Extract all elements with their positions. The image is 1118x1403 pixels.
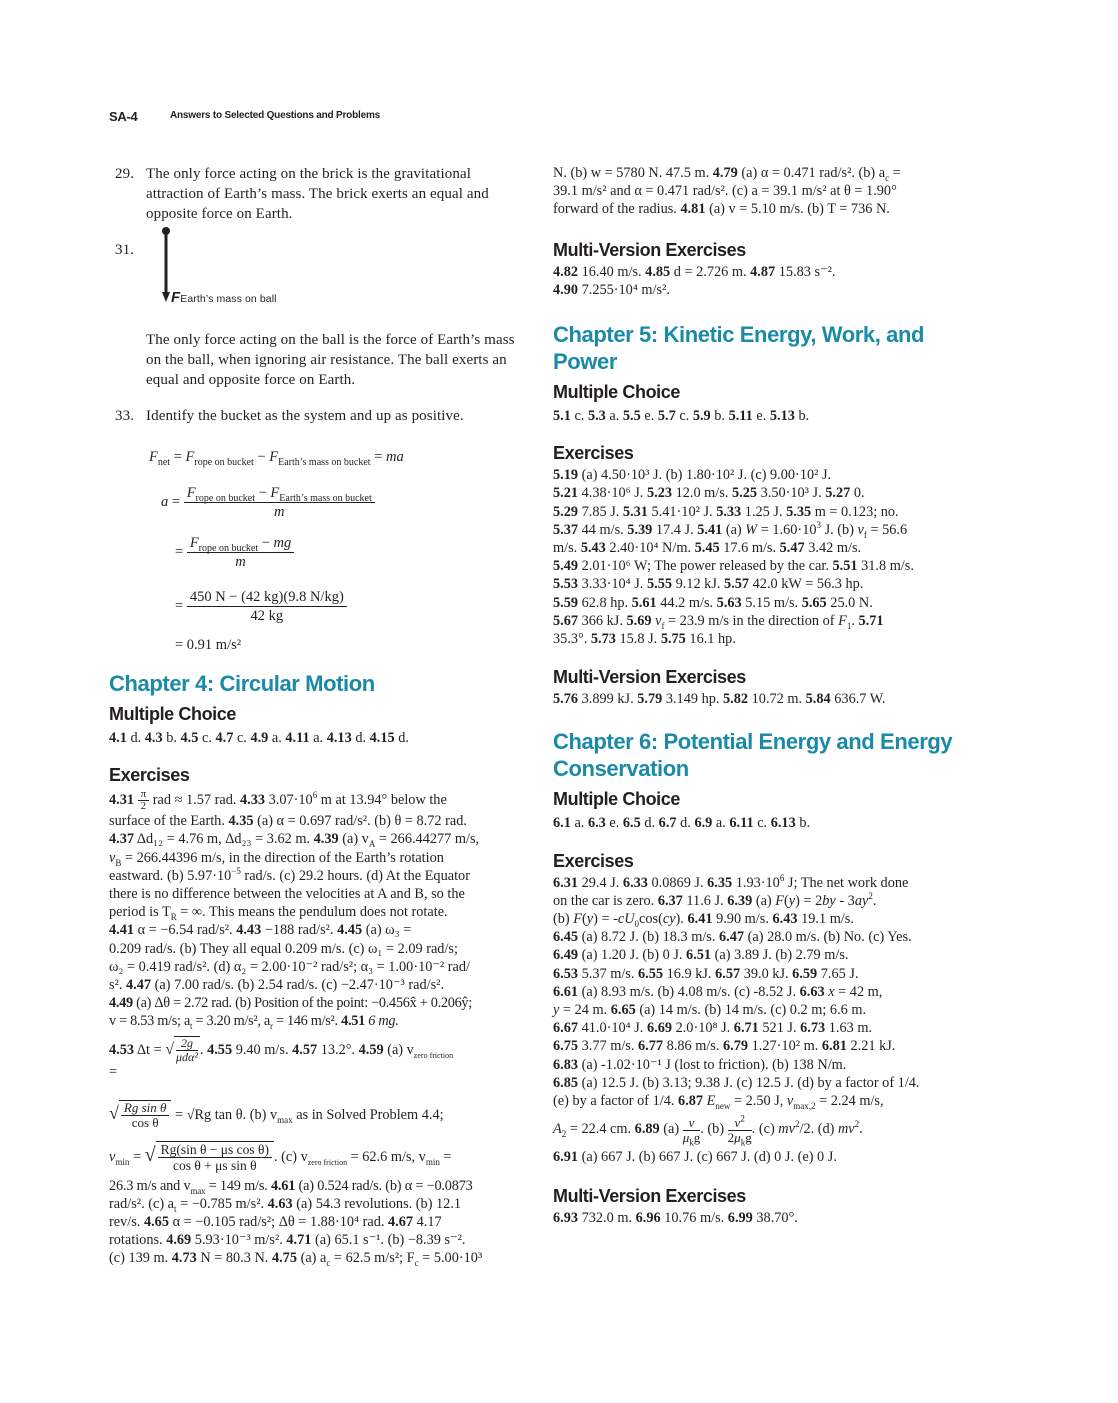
line: 6.75 3.77 m/s. 6.77 8.86 m/s. 6.79 1.27·10² m. 6.81 2.21 kJ. bbox=[553, 1038, 896, 1055]
line: period is $T_R$ = ∞. This means the pendulum does not rotate. bbox=[109, 904, 448, 923]
line: $v_{min}$ = √ $\frac{\text{Rg(sin θ − μs cos θ)}}{\text{cos θ + μs sin θ}}$ . (c) $v_{zero friction} = 62.6$ m/s, $v_{min}$ = bbox=[109, 1142, 452, 1174]
exercise-answers bbox=[553, 874, 965, 1167]
line: s². 4.47 (a) 7.00 rad/s. (b) 2.54 rad/s. (c) −2.47·10⁻³ rad/s². bbox=[109, 977, 445, 994]
section-heading-multi-version: Multi-Version Exercises bbox=[553, 667, 746, 688]
chapter-4-continued bbox=[553, 164, 965, 219]
line: 5.21 4.38·10⁶ J. 5.23 12.0 m/s. 5.25 3.50·10³ J. 5.27 0. bbox=[553, 485, 865, 502]
running-title: Answers to Selected Questions and Problems bbox=[170, 110, 380, 121]
line: 0.209 rad/s. (b) They all equal 0.209 m/s. (c) ω₁ = 2.09 rad/s; bbox=[109, 940, 458, 957]
line: 5.49 2.01·10⁶ W; The power released by the car. 5.51 31.8 m/s. bbox=[553, 558, 914, 575]
line: $A_2 = 22.4$ cm. 6.89 (a) $\frac{v}{\mu_kg}$ . (b) $\frac{v^2}{2\mu_kg}$ . (c) $mv^2/2$. (d) $mv^2$. bbox=[553, 1113, 863, 1148]
force-diagram bbox=[146, 240, 519, 322]
line: 6.53 5.37 m/s. 6.55 16.9 kJ. 6.57 39.0 kJ. 6.59 7.65 J. bbox=[553, 965, 859, 982]
section-heading-exercises: Exercises bbox=[553, 850, 634, 871]
section-heading-multi-version: Multi-Version Exercises bbox=[553, 239, 746, 260]
answer-33 bbox=[109, 406, 519, 426]
line: $v_B = 266.44396$ m/s, in the direction of the Earth’s rotation bbox=[109, 849, 444, 868]
question-number: 33. bbox=[115, 408, 135, 424]
chapter-4 bbox=[109, 670, 519, 1268]
line: on the car is zero. 6.37 11.6 J. 6.39 (a) $F(y) = 2by - 3ay^2$. bbox=[553, 891, 877, 909]
line: rad/s². (c) $a_t = -0.785$ m/s². 4.63 (a) 54.3 revolutions. (b) 12.1 bbox=[109, 1195, 462, 1214]
line: 6.67 41.0·10⁴ J. 6.69 2.0·10⁸ J. 6.71 521 J. 6.73 1.63 m. bbox=[553, 1020, 873, 1037]
answer-29 bbox=[109, 164, 519, 224]
multiple-choice-answers: 4.1 d. 4.3 b. 4.5 c. 4.7 c. 4.9 a. 4.11 a. 4.13 d. 4.15 d. bbox=[109, 730, 409, 746]
running-header bbox=[109, 108, 380, 126]
section-heading-exercises: Exercises bbox=[553, 443, 634, 464]
line: 6.91 (a) 667 J. (b) 667 J. (c) 667 J. (d) 0 J. (e) 0 J. bbox=[553, 1149, 837, 1166]
line: there is no difference between the velocities at A and B, so the bbox=[109, 886, 465, 903]
answer-text: The only force acting on the brick is the gravitational attraction of Earth’s mass. The brick exerts an equal and opposite force on Earth. bbox=[146, 166, 489, 222]
chapter-title: Chapter 5: Kinetic Energy, Work, and Power bbox=[553, 322, 925, 375]
line: 4.53 Δt = √ $\frac{2g}{\text{μdα²}}$ . 4.55 9.40 m/s. 4.57 13.2°. 4.59 (a) $v_{zero friction}$ bbox=[109, 1036, 454, 1065]
chapter-title: Chapter 4: Circular Motion bbox=[109, 671, 375, 696]
multi-version-answers: 6.93 732.0 m. 6.96 10.76 m/s. 6.99 38.70°. bbox=[553, 1209, 798, 1226]
section-heading-multiple-choice: Multiple Choice bbox=[553, 789, 681, 810]
line: rev/s. 4.65 α = −0.105 rad/s²; Δθ = 1.88·10⁴ rad. 4.67 4.17 bbox=[109, 1214, 442, 1231]
line: 5.19 (a) 4.50·10³ J. (b) 1.80·10² J. (c) 9.00·10² J. bbox=[553, 467, 832, 484]
exercise-answers bbox=[553, 466, 965, 648]
line: 6.83 (a) -1.02·10⁻¹ J (lost to friction). (b) 138 N/m. bbox=[553, 1056, 847, 1073]
line: N. (b) w = 5780 N. 47.5 m. 4.79 (a) α = 0.471 rad/s². (b) $a_c$ = bbox=[553, 165, 901, 183]
line: 6.49 (a) 1.20 J. (b) 0 J. 6.51 (a) 3.89 J. (b) 2.79 m/s. bbox=[553, 947, 849, 964]
line: = bbox=[109, 1063, 118, 1080]
line: 4.37 Δd₁₂ = 4.76 m, Δd₂₃ = 3.62 m. 4.39 (a) $v_A = 266.44277$ m/s, bbox=[109, 831, 480, 850]
section-heading-multiple-choice: Multiple Choice bbox=[553, 382, 681, 403]
chapter-6 bbox=[553, 728, 965, 1226]
line: (b) $F(y) = -cU_0\cos(cy)$. 6.41 9.90 m/s. 6.43 19.1 m/s. bbox=[553, 911, 854, 929]
line: (c) 139 m. 4.73 N = 80.3 N. 4.75 (a) $a_c = 62.5$ m/s²; $F_c = 5.00\cdot 10^3$ bbox=[109, 1250, 483, 1269]
line: (e) by a factor of 1/4. 6.87 $E_{new} = 2.50$ J, $v_{max,2} = 2.24$ m/s, bbox=[553, 1093, 884, 1111]
chapter-title: Chapter 6: Potential Energy and Energy Conservation bbox=[553, 729, 953, 782]
answer-text: Identify the bucket as the system and up as positive. bbox=[146, 408, 464, 424]
line: forward of the radius. 4.81 (a) v = 5.10 m/s. (b) T = 736 N. bbox=[553, 201, 890, 218]
multiple-choice-answers: 6.1 a. 6.3 e. 6.5 d. 6.7 d. 6.9 a. 6.11 c. 6.13 b. bbox=[553, 815, 811, 832]
multi-version-answers: 4.82 16.40 m/s. 4.85 d = 2.726 m. 4.87 15.83 s⁻². 4.90 7.255·10⁴ m/s². bbox=[553, 263, 836, 298]
line: 6.31 29.4 J. 6.33 0.0869 J. 6.35 $1.93\cdot 10^6$ J; The net work done bbox=[553, 872, 909, 891]
equation-acceleration: a = $\frac{F_{rope on bucket} - F_{Earth’s mass on bucket}}{m}$ bbox=[161, 484, 375, 521]
question-number: 31. bbox=[115, 242, 135, 258]
line: √ $\frac{\text{Rg sin θ}}{\text{cos θ}}$ = √Rg tan θ. (b) $v_{max}$ as in Solved Problem 4.4; bbox=[109, 1100, 444, 1131]
line: 4.31 $\frac{\pi}{2}$ rad ≈ 1.57 rad. 4.33 $3.07\cdot 10^6$ m at 13.94° below the bbox=[109, 788, 447, 813]
line: 4.41 α = −6.54 rad/s². 4.43 −188 rad/s². 4.45 (a) ω₃ = bbox=[109, 922, 412, 939]
line: 6.85 (a) 12.5 J. (b) 3.13; 9.38 J. (c) 12.5 J. (d) by a factor of 1/4. bbox=[553, 1074, 920, 1091]
equation-block bbox=[109, 438, 519, 653]
line: 5.53 3.33·10⁴ J. 5.55 9.12 kJ. 5.57 42.0 kW = 56.3 hp. bbox=[553, 576, 864, 593]
force-label: FEarth’s mass on ball bbox=[171, 289, 277, 306]
equation-result: = 0.91 m/s² bbox=[175, 637, 242, 653]
exercise-answers bbox=[109, 788, 519, 1267]
line: 5.59 62.8 hp. 5.61 44.2 m/s. 5.63 5.15 m/s. 5.65 25.0 N. bbox=[553, 594, 873, 611]
multiple-choice-answers: 5.1 c. 5.3 a. 5.5 e. 5.7 c. 5.9 b. 5.11 e. 5.13 b. bbox=[553, 408, 810, 425]
line: rotations. 4.69 5.93·10⁻³ m/s². 4.71 (a) 65.1 s⁻¹. (b) −8.39 s⁻². bbox=[109, 1232, 466, 1249]
line: 35.3°. 5.73 15.8 J. 5.75 16.1 hp. bbox=[553, 631, 736, 648]
line: 4.49 (a) Δθ = 2.72 rad. (b) Position of the point: −0.456x̂ + 0.206ŷ; bbox=[109, 995, 472, 1012]
answer-31 bbox=[109, 240, 519, 390]
line: m/s. 5.43 2.40·10⁴ N/m. 5.45 17.6 m/s. 5.47 3.42 m/s. bbox=[553, 540, 862, 557]
line: 5.67 366 kJ. 5.69 $v_f = 23.9$ m/s in the direction of $F_1$. 5.71 bbox=[553, 612, 884, 631]
section-heading-multi-version: Multi-Version Exercises bbox=[553, 1185, 746, 1206]
equation-step2: = $\frac{F_{rope on bucket} - mg}{m}$ bbox=[175, 534, 294, 571]
line: eastward. (b) $5.97\cdot 10^{-5}$ rad/s. (c) 29.2 hours. (d) At the Equator bbox=[109, 866, 470, 884]
line: surface of the Earth. 4.35 (a) α = 0.697 rad/s². (b) θ = 8.72 rad. bbox=[109, 813, 467, 830]
left-column bbox=[109, 164, 519, 1269]
section-heading-multiple-choice: Multiple Choice bbox=[109, 704, 237, 724]
line: y = 24 m. 6.65 (a) 14 m/s. (b) 14 m/s. (c) 0.2 m; 6.6 m. bbox=[553, 1002, 867, 1019]
line: 26.3 m/s and $v_{max} = 149$ m/s. 4.61 (a) 0.524 rad/s. (b) α = −0.0873 bbox=[109, 1177, 473, 1196]
answer-text: The only force acting on the ball is the force of Earth’s mass on the ball, when ignoring air resistance. The ball exerts an equal and opposite force on Earth. bbox=[146, 332, 515, 388]
question-number: 29. bbox=[115, 166, 135, 182]
line: 5.37 44 m/s. 5.39 17.4 J. 5.41 (a) $W = 1.60\cdot 10^3$ J. (b) $v_f = 56.6$ bbox=[553, 520, 908, 540]
multi-version-answers: 5.76 3.899 kJ. 5.79 3.149 hp. 5.82 10.72 m. 5.84 636.7 W. bbox=[553, 691, 886, 708]
chapter-4-multi-version bbox=[553, 239, 965, 299]
line: 39.1 m/s² and α = 0.471 rad/s². (c) a = 39.1 m/s² at θ = 1.90° bbox=[553, 183, 897, 200]
line: 5.29 7.85 J. 5.31 5.41·10² J. 5.33 1.25 J. 5.35 m = 0.123; no. bbox=[553, 503, 899, 520]
line: v = 8.53 m/s; $a_t = 3.20$ m/s², $a_r = 146$ m/s². 4.51 6 mg. bbox=[109, 1013, 399, 1032]
right-column bbox=[553, 164, 965, 1227]
page-number: SA-4 bbox=[109, 109, 138, 124]
equation-step3: = $\frac{450 N - (42 kg)(9.8 N/kg)}{42 kg}$ bbox=[175, 588, 347, 625]
equation-net-force: $F_{net} = F_{rope on bucket} - F_{Earth’s mass on bucket}$ = ma bbox=[149, 449, 404, 468]
line: ω₂ = 0.419 rad/s². (d) α₂ = 2.00·10⁻² rad/s²; α₃ = 1.00·10⁻² rad/ bbox=[109, 958, 471, 975]
line: 6.61 (a) 8.93 m/s. (b) 4.08 m/s. (c) -8.52 J. 6.63 x = 42 m, bbox=[553, 983, 883, 1000]
chapter-5 bbox=[553, 321, 965, 708]
section-heading-exercises: Exercises bbox=[109, 765, 190, 786]
line: 6.45 (a) 8.72 J. (b) 18.3 m/s. 6.47 (a) 28.0 m/s. (b) No. (c) Yes. bbox=[553, 929, 912, 946]
